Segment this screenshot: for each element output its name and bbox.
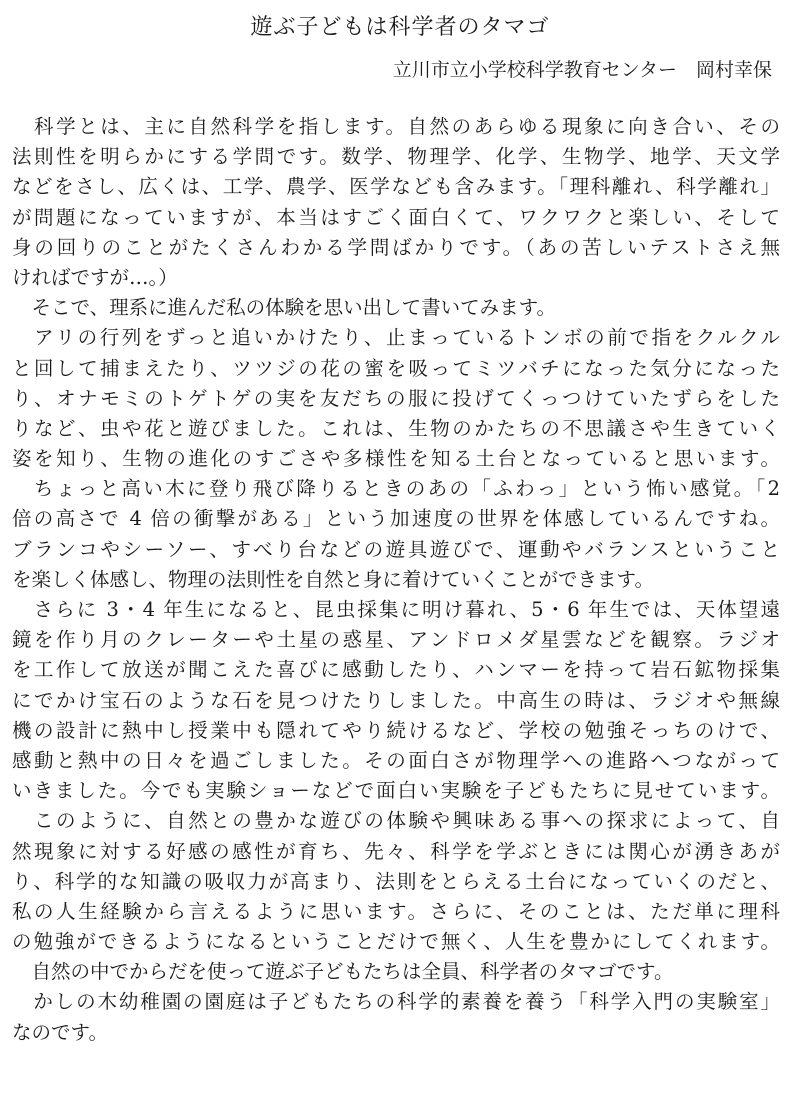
text-line: 自然の中でからだを使って遊ぶ子どもたちは全員、科学者のタマゴです。 [12,960,674,984]
text-line: ちょっと高い木に登り飛び降りるときのあの「ふわっ」という怖い感覚。「2 [12,477,780,501]
text-line: などをさし、広くは、工学、農学、医学なども含みます。「理科離れ、科学離れ」 [12,175,780,199]
text-line: 鏡を作り月のクレーターや土星の惑星、アンドロメダ星雲などを観察。ラジオ [12,628,780,652]
text-line: を楽しく体感し、物理の法則性を自然と身に着けていくことができます。 [12,567,654,591]
text-line: 倍の高さで 4 倍の衝撃がある」という加速度の世界を体感しているんですね。 [12,507,780,531]
text-line: いきました。今でも実験ショーなどで面白い実験を子どもたちに見せています。 [12,779,780,803]
text-line: り、オナモミのトゲトゲの実を友だちの服に投げてくっつけていたずらをした [12,386,780,410]
text-line: さらに 3・4 年生になると、昆虫採集に明け暮れ、5・6 年生では、天体望遠 [12,598,780,621]
text-line: なのです。 [12,1020,108,1044]
text-line: り、科学的な知識の吸収力が高まり、法則をとらえる土台になっていくのだと、 [12,869,780,893]
text-line: 身の回りのことがたくさんわかる学問ばかりです。（あの苦しいテストさえ無 [12,235,780,259]
text-line: かしの木幼稚園の園庭は子どもたちの科学的素養を養う「科学入門の実験室」 [12,990,780,1014]
author-byline: 立川市立小学校科学教育センター 岡村幸保 [392,59,772,81]
text-line: 姿を知り、生物の進化のすごさや多様性を知る土台となっていると思います。 [12,447,780,471]
text-line: にでかけ宝石のような石を見つけたりしました。中高生の時は、ラジオや無線 [12,688,780,712]
article-body [12,112,780,1048]
text-line: 私の人生経験から言えるように思います。さらに、そのことは、ただ単に理科 [12,899,780,923]
text-line: ければですが…。） [12,265,178,289]
text-line: アリの行列をずっと追いかけたり、止まっているトンボの前で指をクルクル [12,326,780,350]
text-line: 科学とは、主に自然科学を指します。自然のあらゆる現象に向き合い、その [12,115,780,138]
text-line: の勉強ができるようになるということだけで無く、人生を豊かにしてくれます。 [12,930,780,954]
text-line: 感動と熱中の日々を過ごしました。その面白さが物理学への進路へつながって [12,748,780,772]
text-line: を工作して放送が聞こえた喜びに感動したり、ハンマーを持って岩石鉱物採集 [12,658,780,682]
text-line: そこで、理系に進んだ私の体験を思い出して書いてみます。 [12,296,557,320]
text-line: 然現象に対する好感の感性が育ち、先々、科学を学ぶときには関心が湧きあが [12,839,780,863]
text-line: 機の設計に熱中し授業中も隠れてやり続けるなど、学校の勉強そっちのけで、 [12,718,780,742]
text-line: りなど、虫や花と遊びました。これは、生物のかたちの不思議さや生きていく [12,416,780,440]
text-line: ブランコやシーソー、すべり台などの遊具遊びで、運動やバランスということ [12,537,780,561]
text-line: と回して捕まえたり、ツツジの花の蜜を吸ってミツバチになった気分になった [12,356,780,380]
text-line: このように、自然との豊かな遊びの体験や興味ある事への探求によって、自 [12,809,780,833]
text-line: 法則性を明らかにする学問です。数学、物理学、化学、生物学、地学、天文学 [12,145,780,169]
document-title: 遊ぶ子どもは科学者のタマゴ [250,15,550,40]
text-line: が問題になっていますが、本当はすごく面白くて、ワクワクと楽しい、そして [12,205,780,229]
